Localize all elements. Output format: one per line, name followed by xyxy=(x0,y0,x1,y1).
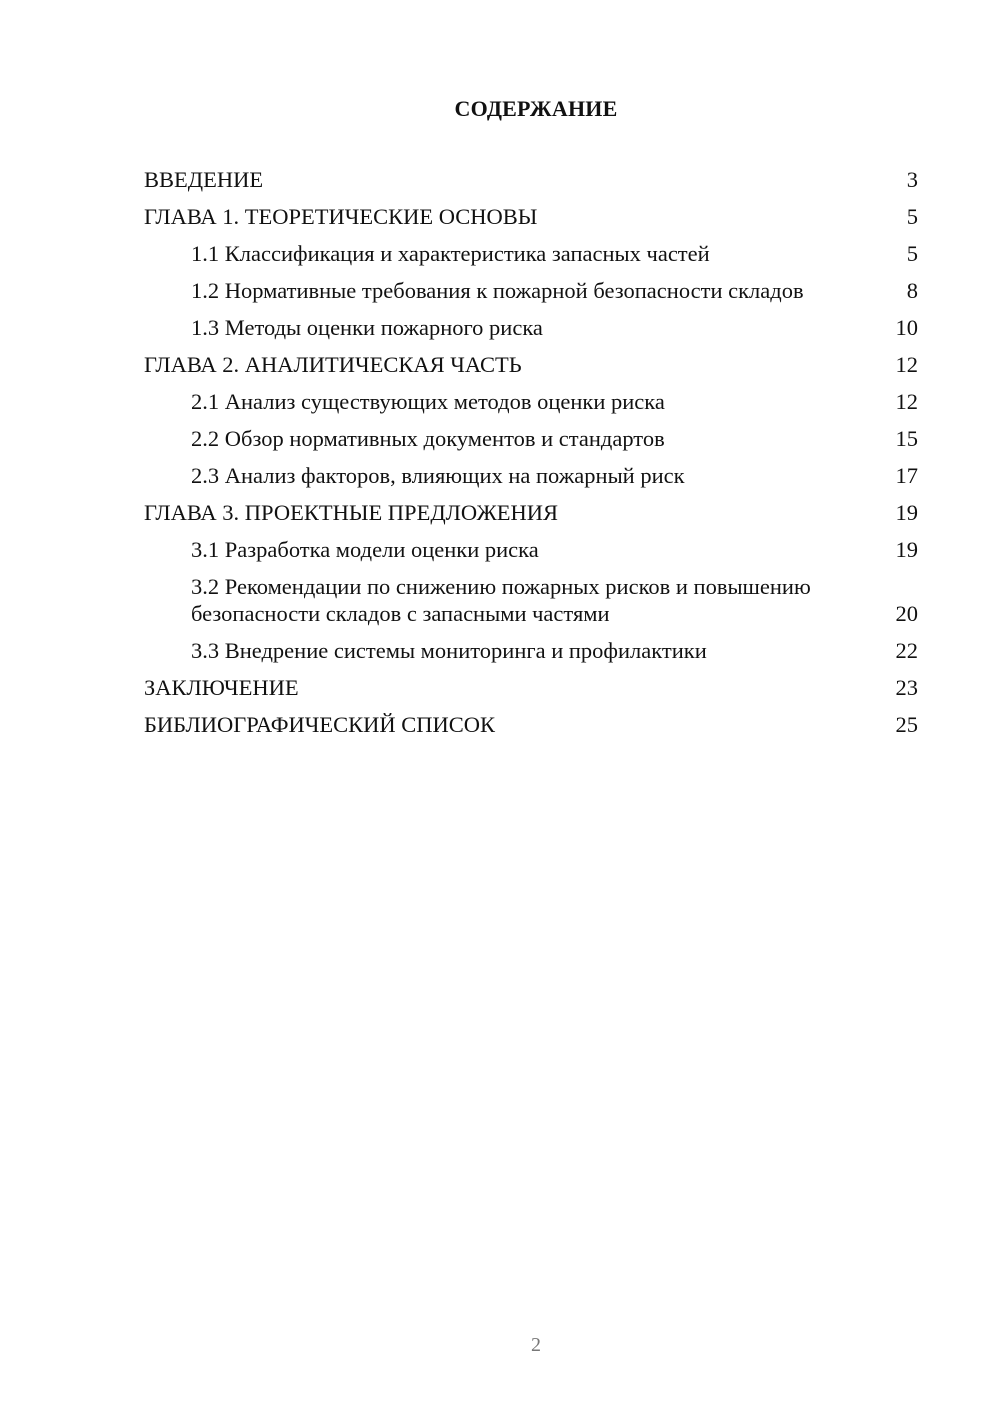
toc-entry-text: 3.2 Рекомендации по снижению пожарных рисков и повышению безопасности складов с запасными частями xyxy=(191,574,811,626)
toc-entry-text: 2.2 Обзор нормативных документов и стандартов xyxy=(191,426,665,451)
toc-entry-text: БИБЛИОГРАФИЧЕСКИЙ СПИСОК xyxy=(144,712,496,737)
toc-entry-page: 20 xyxy=(895,601,918,626)
toc-entry-text: ГЛАВА 1. ТЕОРЕТИЧЕСКИЕ ОСНОВЫ xyxy=(144,204,538,229)
toc-subentry xyxy=(144,637,918,664)
toc-entry-text: 2.3 Анализ факторов, влияющих на пожарный риск xyxy=(191,463,685,488)
toc-subentry xyxy=(144,240,918,267)
page-title: СОДЕРЖАНИЕ xyxy=(454,96,618,121)
toc-entry-page: 15 xyxy=(895,426,918,451)
toc-entry-page: 25 xyxy=(895,712,918,737)
toc-entry-page: 12 xyxy=(895,389,918,414)
toc-entry-text: ВВЕДЕНИЕ xyxy=(144,167,264,192)
toc-entry-text: ГЛАВА 3. ПРОЕКТНЫЕ ПРЕДЛОЖЕНИЯ xyxy=(144,500,559,525)
toc-entry-page: 5 xyxy=(906,204,918,229)
toc-entry-text: 3.1 Разработка модели оценки риска xyxy=(191,537,539,562)
toc-entry-page: 19 xyxy=(895,500,918,525)
toc-entry-page: 8 xyxy=(906,278,918,303)
toc-entry-text: 1.3 Методы оценки пожарного риска xyxy=(191,315,543,340)
table-of-contents xyxy=(144,166,918,748)
toc-entry xyxy=(144,499,918,526)
toc-subentry xyxy=(144,425,918,452)
toc-subentry xyxy=(144,388,918,415)
toc-entry-text: ЗАКЛЮЧЕНИЕ xyxy=(144,675,299,700)
toc-subentry xyxy=(144,573,918,627)
toc-entry-text: 2.1 Анализ существующих методов оценки риска xyxy=(191,389,665,414)
toc-entry-page: 19 xyxy=(895,537,918,562)
toc-entry xyxy=(144,351,918,378)
toc-entry-page: 5 xyxy=(906,241,918,266)
toc-entry-text: 3.3 Внедрение системы мониторинга и профилактики xyxy=(191,638,707,663)
toc-entry-page: 22 xyxy=(895,638,918,663)
toc-entry xyxy=(144,166,918,193)
toc-entry-text: 1.2 Нормативные требования к пожарной безопасности складов xyxy=(191,278,804,303)
toc-subentry xyxy=(144,314,918,341)
toc-subentry xyxy=(144,462,918,489)
toc-entry-page: 3 xyxy=(906,167,918,192)
toc-subentry xyxy=(144,277,918,304)
toc-entry-text: ГЛАВА 2. АНАЛИТИЧЕСКАЯ ЧАСТЬ xyxy=(144,352,522,377)
toc-entry-page: 23 xyxy=(895,675,918,700)
toc-entry xyxy=(144,674,918,701)
toc-subentry xyxy=(144,536,918,563)
toc-entry-text: 1.1 Классификация и характеристика запасных частей xyxy=(191,241,710,266)
toc-entry xyxy=(144,711,918,738)
toc-entry-page: 12 xyxy=(895,352,918,377)
toc-entry-page: 10 xyxy=(895,315,918,340)
toc-entry-page: 17 xyxy=(895,463,918,488)
page-number: 2 xyxy=(531,1334,541,1356)
toc-entry xyxy=(144,203,918,230)
